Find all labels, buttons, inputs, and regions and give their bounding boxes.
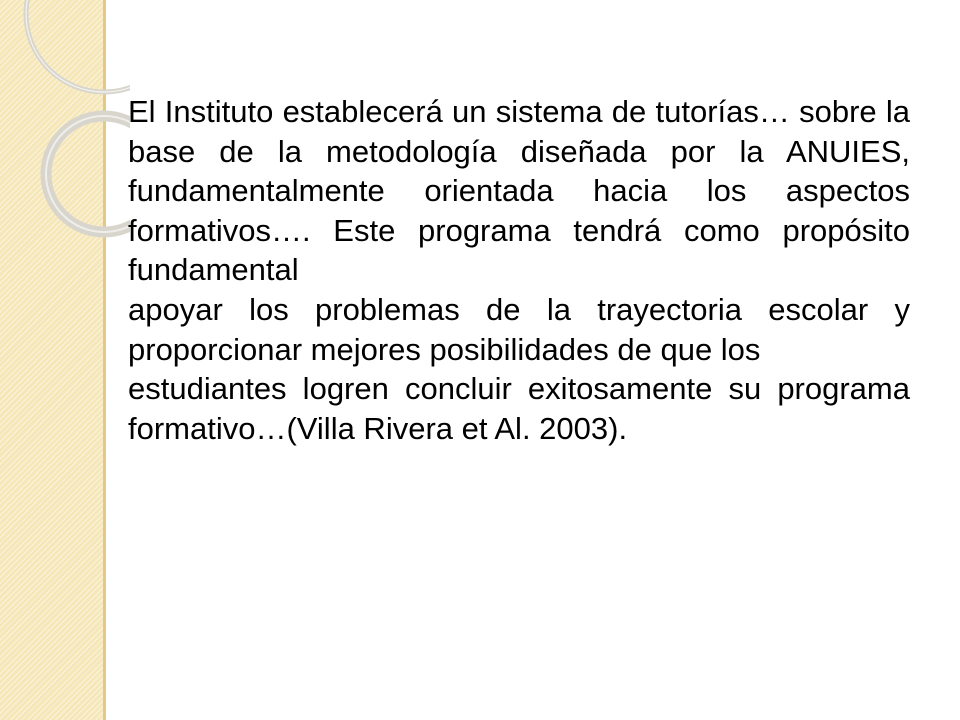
- quote-paragraph-3: estudiantes logren concluir exitosamente su programa formativo…(Villa Rivera et Al. 2003).: [128, 371, 910, 446]
- quote-paragraph-2: apoyar los problemas de la trayectoria escolar y proporcionar mejores posibilidades de que los: [128, 291, 910, 367]
- ring-ornament-icon: [0, 0, 130, 260]
- quote-paragraph-1: El Instituto establecerá un sistema de tutorías… sobre la base de la metodología diseñada por la ANUIES, fundamentalmente orientada hacia los aspectos formativos…. Este programa tendrá como propósito fundamental: [128, 94, 910, 288]
- quote-text-block: [128, 92, 910, 448]
